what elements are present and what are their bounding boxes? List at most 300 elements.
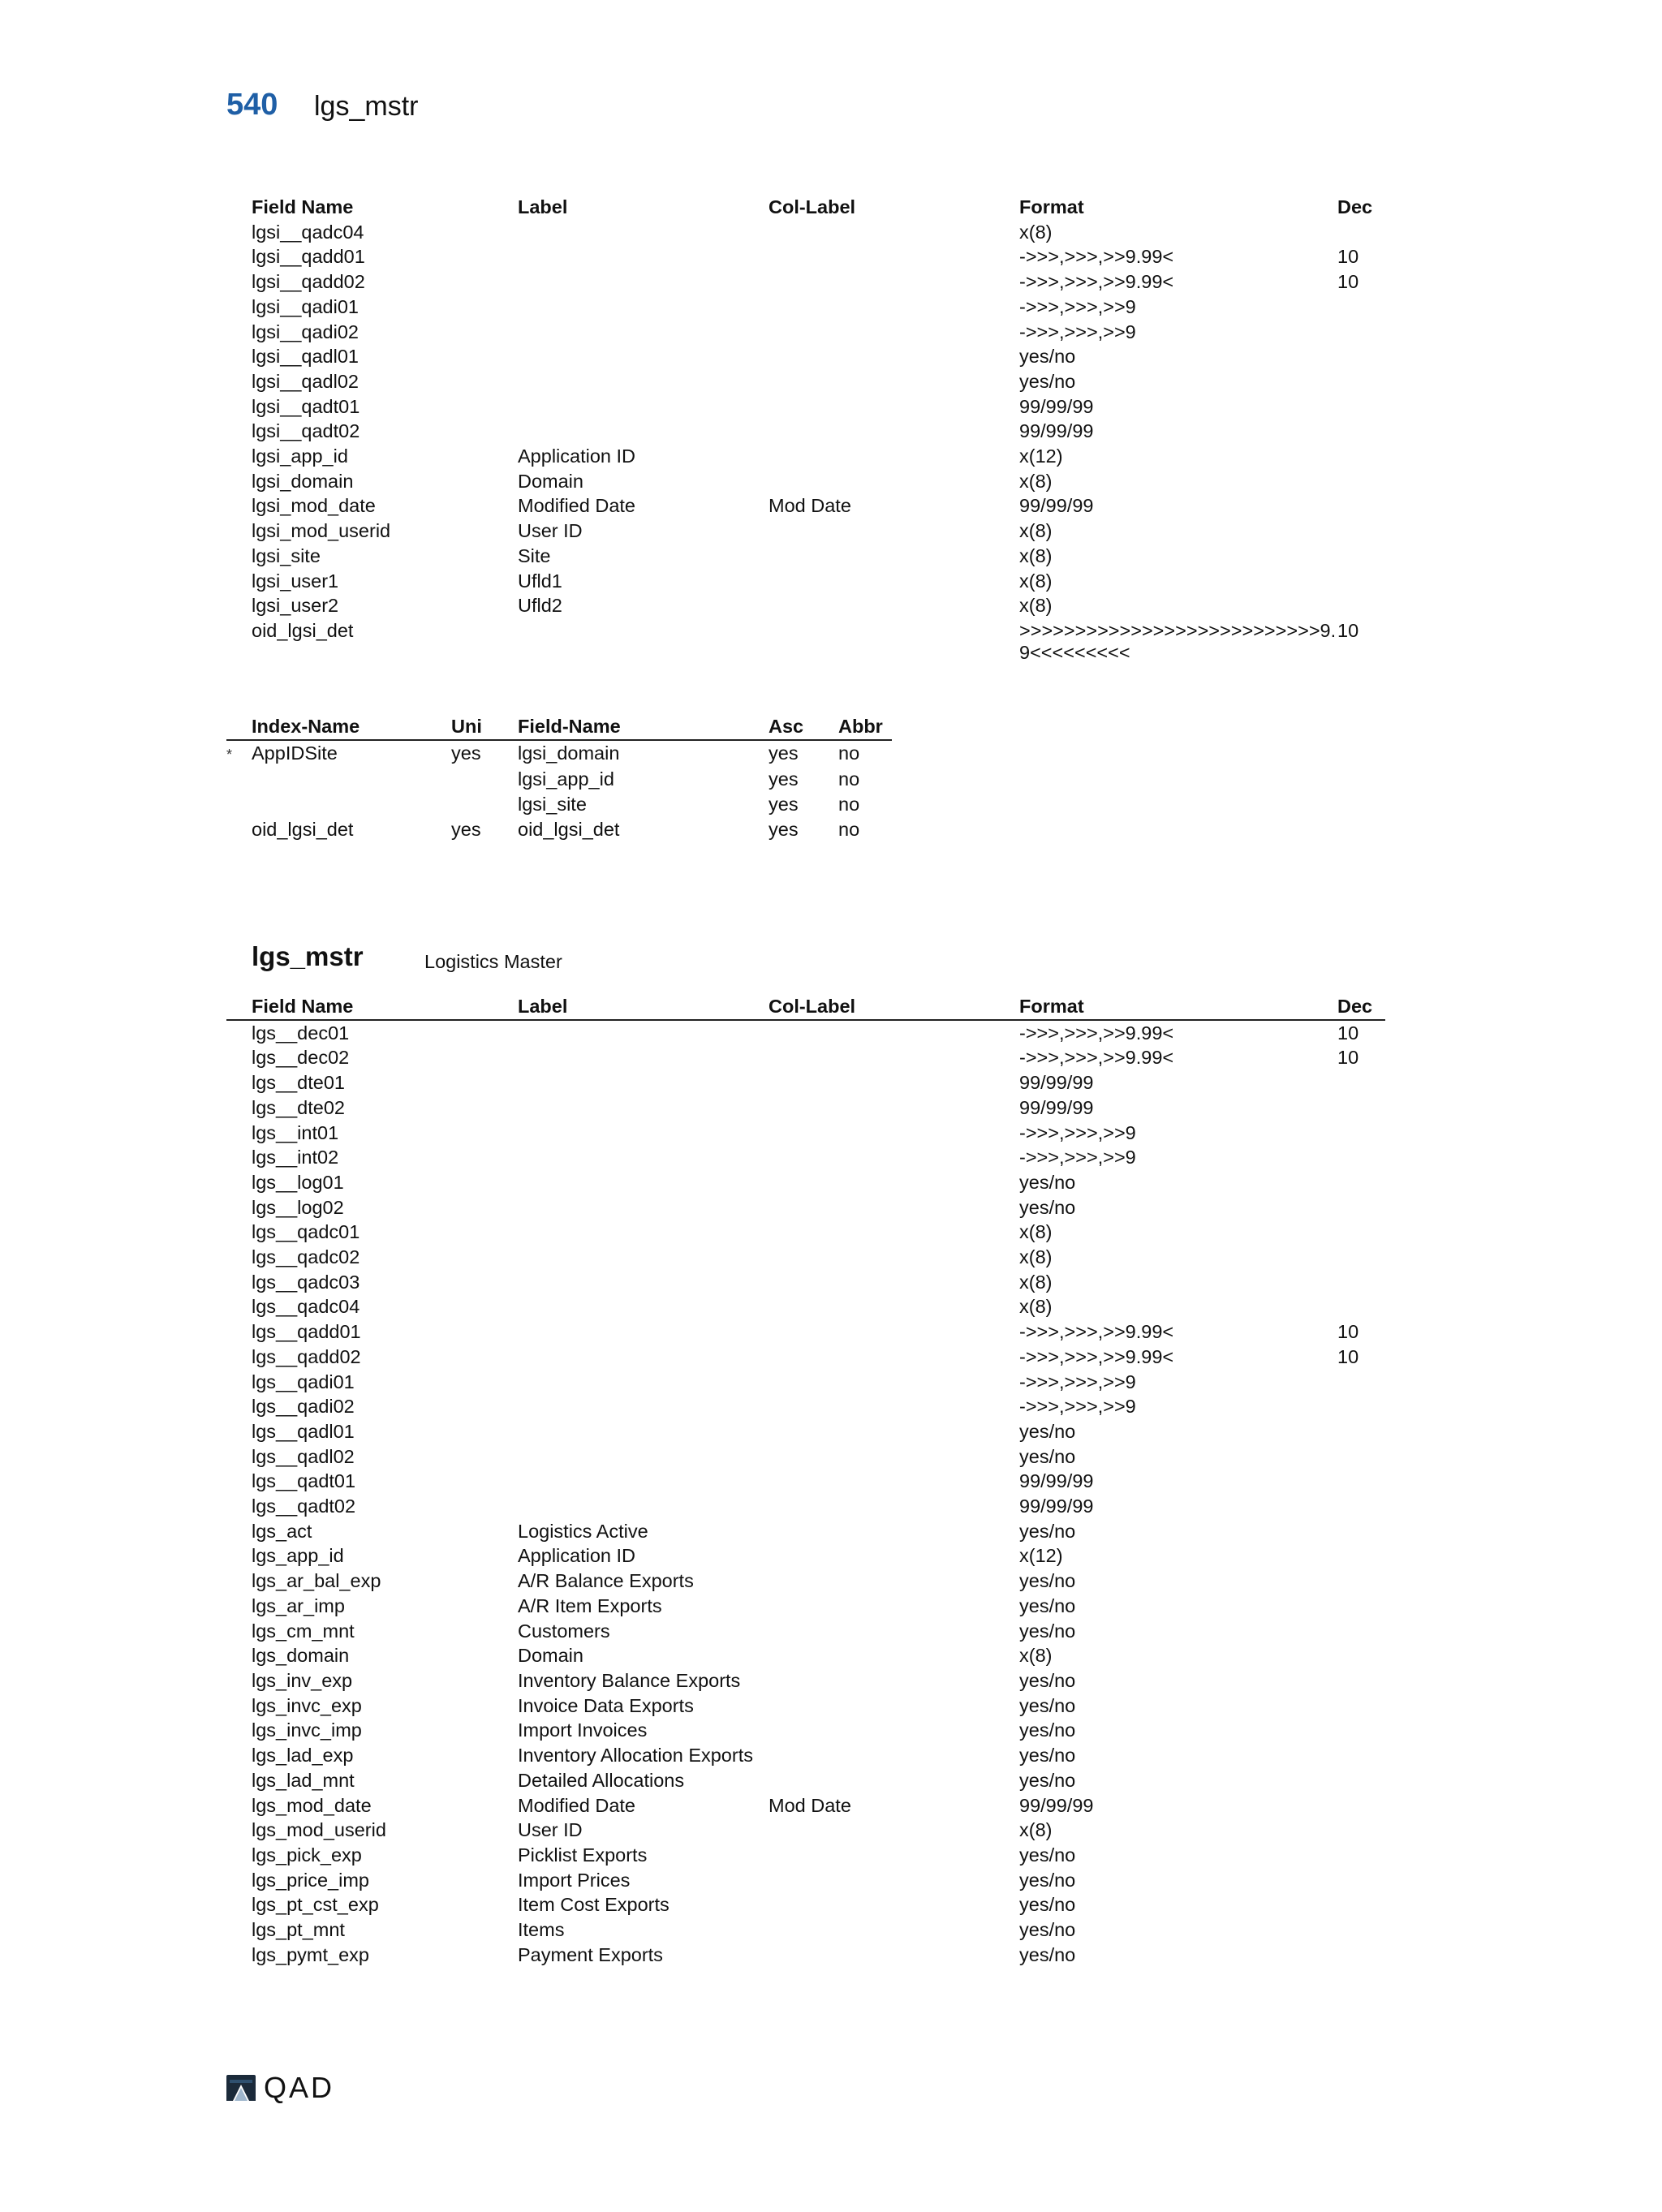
table-cell: >>>>>>>>>>>>>>>>>>>>>>>>>>>9.9<<<<<<<<< [1019,619,1337,663]
section-table-name: lgs_mstr [252,941,364,971]
column-header: Field-Name [518,714,769,740]
table-cell [769,295,1019,320]
table-row [226,1220,1385,1245]
table-cell: yes/no [1019,1943,1076,1965]
table-cell [1337,1095,1385,1121]
table-cell: lgsi__qadd01 [252,246,365,268]
index-table [226,714,892,842]
table-row [226,1718,1385,1743]
row-marker [226,1519,252,1544]
row-marker [226,1170,252,1195]
table-cell [518,1045,769,1070]
table-cell [1337,1245,1385,1270]
row-marker [226,1444,252,1470]
table-row [226,1170,1385,1195]
table-cell: 10 [1337,246,1359,268]
table-cell [1337,1643,1385,1668]
table-row [226,519,1385,544]
row-marker [226,1045,252,1070]
table-cell [769,1070,1019,1095]
table-cell [769,244,1019,269]
table-cell: A/R Balance Exports [518,1570,694,1592]
table-cell [518,320,769,345]
qad-logo-icon [225,2073,257,2102]
table-cell: x(8) [1019,221,1053,243]
row-marker [226,1270,252,1295]
table-cell [1337,1743,1385,1768]
row-marker [226,1843,252,1868]
column-header: Col-Label [769,994,1019,1020]
table-cell: lgs__qadt02 [252,1495,356,1517]
table-cell: lgs__dte02 [252,1096,345,1118]
table-row [226,618,1385,664]
row-marker [226,767,252,792]
row-marker [226,1370,252,1395]
table-cell [769,1892,1019,1917]
table-cell: yes/no [1019,1719,1076,1741]
table-cell [1337,1843,1385,1868]
table-cell [769,1245,1019,1270]
table-cell: yes [769,794,799,816]
table-row [226,1121,1385,1146]
table-cell [518,244,769,269]
marker-column [226,994,252,1020]
table-cell: yes/no [1019,1919,1076,1941]
table-cell: x(8) [1019,595,1053,617]
table-cell: ->>>,>>>,>>9 [1019,1147,1136,1168]
table-cell [769,1145,1019,1170]
table-row [226,369,1385,394]
table-cell: 99/99/99 [1019,420,1094,442]
row-marker [226,1718,252,1743]
table-cell: lgs_lad_exp [252,1745,354,1767]
table-row [226,1943,1385,1968]
table-cell: yes/no [1019,1520,1076,1542]
table-cell: 99/99/99 [1019,1096,1094,1118]
table-cell [1337,1594,1385,1619]
marker-column [226,195,252,220]
column-header: Index-Name [252,714,451,740]
table-cell [1337,519,1385,544]
table-cell [1337,1370,1385,1395]
table-cell [451,767,518,792]
table-cell [769,1444,1019,1470]
table-cell: lgs_act [252,1520,312,1542]
table-cell: lgsi__qadd02 [252,271,365,293]
column-header: Field Name [252,196,354,217]
table-cell [1337,1394,1385,1419]
table-cell [1337,220,1385,245]
table-row [226,1543,1385,1569]
table-cell: lgs_app_id [252,1545,344,1567]
table-cell: yes [451,742,481,764]
table-cell [1337,1768,1385,1793]
row-marker [226,740,252,768]
table-cell: A/R Item Exports [518,1594,662,1616]
column-header: Label [518,994,769,1020]
table-cell [1337,419,1385,444]
table-cell [518,419,769,444]
table-cell [1337,1220,1385,1245]
table-cell [769,1170,1019,1195]
table-cell [1337,1170,1385,1195]
column-header: Format [1019,994,1337,1020]
table-cell [518,1294,769,1319]
index-header-row [226,714,892,740]
table-cell: Detailed Allocations [518,1769,685,1791]
table-cell [518,369,769,394]
row-marker [226,1245,252,1270]
table-cell: lgs_mod_userid [252,1819,386,1841]
row-marker [226,1743,252,1768]
table-cell [769,1519,1019,1544]
table-cell [1337,1943,1385,1968]
table-cell [769,1668,1019,1693]
table-cell: lgsi_domain [518,742,620,764]
table-cell: ->>>,>>>,>>9 [1019,1121,1136,1143]
table-cell [769,269,1019,295]
table-cell [769,1469,1019,1494]
table-cell: x(8) [1019,1246,1053,1268]
table-cell: lgsi_app_id [252,445,348,467]
table-cell [1337,569,1385,594]
table-cell [451,792,518,817]
table-cell [769,369,1019,394]
table-cell [769,419,1019,444]
table-cell [1337,320,1385,345]
table-cell [769,1095,1019,1121]
table-cell [252,767,451,792]
table-cell: yes [769,768,799,790]
table-row [226,469,1385,494]
table-cell: yes/no [1019,1620,1076,1642]
row-marker [226,1594,252,1619]
column-header: Asc [769,714,838,740]
table-cell [1337,469,1385,494]
table-cell: x(8) [1019,1296,1053,1318]
table-cell: Inventory Balance Exports [518,1669,741,1691]
table-cell [769,320,1019,345]
table-cell: Site [518,544,551,566]
table-cell [769,1868,1019,1893]
table-cell: Customers [518,1620,610,1642]
table-cell: lgsi_user1 [252,570,339,592]
table-cell: lgs__dec01 [252,1022,350,1044]
table-cell: lgs_mod_date [252,1794,372,1816]
table-cell [769,1569,1019,1594]
table-cell [518,1394,769,1419]
qad-logo [225,2073,347,2102]
table-row [226,1345,1385,1370]
table-cell [769,220,1019,245]
table-cell [1337,1494,1385,1519]
table-row [226,1843,1385,1868]
table-cell: Ufld1 [518,570,562,592]
table-row [226,344,1385,369]
table-row [226,792,892,817]
table-cell: lgs__qadc04 [252,1296,360,1318]
table-cell: 99/99/99 [1019,1072,1094,1094]
table-cell [518,1070,769,1095]
table-cell [518,1170,769,1195]
table-cell: User ID [518,520,583,542]
row-marker [226,244,252,269]
table-row [226,1195,1385,1220]
table-cell [769,344,1019,369]
row-marker [226,1943,252,1968]
table-cell [769,1543,1019,1569]
table-cell: x(8) [1019,520,1053,542]
table-cell [1337,1718,1385,1743]
table-cell: AppIDSite [252,742,338,764]
table-row [226,1444,1385,1470]
row-marker [226,1020,252,1046]
table-header-row [226,195,1385,220]
table-row [226,1095,1385,1121]
table-row [226,1394,1385,1419]
table-cell: 10 [1337,1022,1359,1044]
table-row [226,1818,1385,1843]
logo-wordmark: QAD [264,2071,335,2104]
table-cell [769,1594,1019,1619]
marker-column [226,714,252,740]
table-cell: ->>>,>>>,>>9.99< [1019,1321,1174,1343]
row-marker [226,1419,252,1444]
table-cell: ->>>,>>>,>>9.99< [1019,1345,1174,1367]
table-cell [1337,1419,1385,1444]
table-row [226,1594,1385,1619]
row-marker [226,1793,252,1818]
row-marker [226,1345,252,1370]
row-marker [226,519,252,544]
table-cell [1337,1868,1385,1893]
table-cell [518,1469,769,1494]
table-row [226,269,1385,295]
row-marker [226,1668,252,1693]
table-cell [518,1494,769,1519]
table-cell [1337,493,1385,519]
table-cell [769,1121,1019,1146]
table-cell: yes/no [1019,1669,1076,1691]
page-number: 540 [226,88,278,122]
table-cell: lgs__dte01 [252,1072,345,1094]
table-cell: lgs__int02 [252,1147,339,1168]
table-cell [769,1195,1019,1220]
table-row [226,1494,1385,1519]
row-marker [226,469,252,494]
table-cell: ->>>,>>>,>>9.99< [1019,271,1174,293]
table-cell [518,1245,769,1270]
table-cell: no [838,768,860,790]
table-row [226,1569,1385,1594]
table-cell [1337,1294,1385,1319]
table-row [226,1270,1385,1295]
row-marker [226,1768,252,1793]
table-cell: yes [769,818,799,840]
table-cell: lgs__qadi01 [252,1371,355,1392]
table-row [226,1892,1385,1917]
row-marker [226,1818,252,1843]
table-cell [1337,1793,1385,1818]
table-cell: yes/no [1019,346,1076,368]
table-cell: yes/no [1019,1196,1076,1218]
table-cell [518,1195,769,1220]
table-cell [1337,369,1385,394]
table-cell [518,1145,769,1170]
table-row [226,1245,1385,1270]
table-row [226,817,892,842]
table-cell: x(12) [1019,1545,1063,1567]
table-cell: lgs__qadc01 [252,1221,360,1243]
table-cell [1337,1145,1385,1170]
row-marker [226,295,252,320]
table-cell: lgsi__qadt02 [252,420,360,442]
table-cell: lgs__dec02 [252,1047,350,1069]
table-cell: no [838,794,860,816]
table-cell: Ufld2 [518,595,562,617]
table-cell [769,1619,1019,1644]
table-row [226,493,1385,519]
table-cell: lgs_ar_imp [252,1594,345,1616]
table-cell [769,1768,1019,1793]
table-row [226,740,892,768]
table-cell: lgs_cm_mnt [252,1620,355,1642]
row-marker [226,1195,252,1220]
table-cell: x(8) [1019,470,1053,492]
table-row [226,220,1385,245]
table-row [226,544,1385,569]
table-cell: Picklist Exports [518,1844,648,1866]
column-header: Uni [451,714,518,740]
table-cell [769,1020,1019,1046]
table-cell [1337,1818,1385,1843]
table-cell [1337,1270,1385,1295]
table-row [226,767,892,792]
table-row [226,1020,1385,1046]
table-cell [1337,1121,1385,1146]
table-cell [518,1345,769,1370]
table-cell: Application ID [518,445,635,467]
table-cell: 10 [1337,1321,1359,1343]
table-cell [769,1370,1019,1395]
section-description: Logistics Master [424,951,562,972]
primary-index-marker: * [226,746,233,763]
table-cell: lgs__int01 [252,1121,339,1143]
table-cell [769,1943,1019,1968]
table-cell: yes/no [1019,1171,1076,1193]
row-marker [226,1294,252,1319]
table-cell [1337,1917,1385,1943]
table-cell [518,269,769,295]
table-cell: lgs__qadt01 [252,1470,356,1492]
row-marker [226,419,252,444]
table-cell [518,1370,769,1395]
row-marker [226,1619,252,1644]
table-cell [769,1319,1019,1345]
table-cell: lgs_lad_mnt [252,1769,355,1791]
field-table-lgsi-det [226,195,1385,664]
table-cell: yes/no [1019,370,1076,392]
table-cell [252,792,451,817]
table-cell: no [838,818,860,840]
table-cell: x(8) [1019,1819,1053,1841]
row-marker [226,1070,252,1095]
table-cell [518,344,769,369]
table-cell: x(8) [1019,1221,1053,1243]
table-cell [1337,394,1385,420]
table-row [226,1768,1385,1793]
table-cell: lgsi_user2 [252,595,339,617]
row-marker [226,220,252,245]
column-header: Format [1019,196,1084,217]
table-cell: 99/99/99 [1019,1495,1094,1517]
row-marker [226,1121,252,1146]
table-cell [518,394,769,420]
table-row [226,1294,1385,1319]
table-cell: lgsi__qadi01 [252,295,359,317]
table-row [226,593,1385,618]
row-marker [226,1917,252,1943]
table-cell: x(8) [1019,1645,1053,1667]
row-marker [226,1643,252,1668]
table-row [226,1319,1385,1345]
table-cell: lgs_pick_exp [252,1844,362,1866]
row-marker [226,1693,252,1719]
table-cell [769,1494,1019,1519]
table-cell [769,394,1019,420]
table-cell: yes/no [1019,1745,1076,1767]
table-cell: Invoice Data Exports [518,1694,694,1716]
table-cell [769,1693,1019,1719]
table-cell [769,1818,1019,1843]
row-marker [226,817,252,842]
table-cell [769,1419,1019,1444]
table-cell [518,1020,769,1046]
table-cell [1337,1519,1385,1544]
row-marker [226,1220,252,1245]
table-cell: ->>>,>>>,>>9.99< [1019,1047,1174,1069]
table-row [226,1917,1385,1943]
table-cell: x(8) [1019,570,1053,592]
table-row [226,1145,1385,1170]
table-cell [1337,1070,1385,1095]
table-cell: Import Invoices [518,1719,648,1741]
table-cell: x(8) [1019,1271,1053,1293]
table-cell: Inventory Allocation Exports [518,1745,753,1767]
table-cell: lgs__qadc02 [252,1246,360,1268]
table-row [226,1045,1385,1070]
table-cell [769,1345,1019,1370]
table-row [226,1370,1385,1395]
table-cell: oid_lgsi_det [518,818,620,840]
table-cell [769,1843,1019,1868]
table-cell [769,1220,1019,1245]
table-cell: Mod Date [769,1794,851,1816]
table-cell: lgsi_app_id [518,768,614,790]
table-cell [769,1917,1019,1943]
row-marker [226,269,252,295]
table-cell: lgs__log01 [252,1171,344,1193]
field-table-lgs-mstr [226,994,1385,1967]
page-title: lgs_mstr [314,91,419,122]
table-cell: yes/no [1019,1869,1076,1891]
table-row [226,244,1385,269]
table-cell [1337,1569,1385,1594]
table-cell [1337,1469,1385,1494]
table-cell [518,1220,769,1245]
row-marker [226,1569,252,1594]
table-cell: yes [769,742,799,764]
